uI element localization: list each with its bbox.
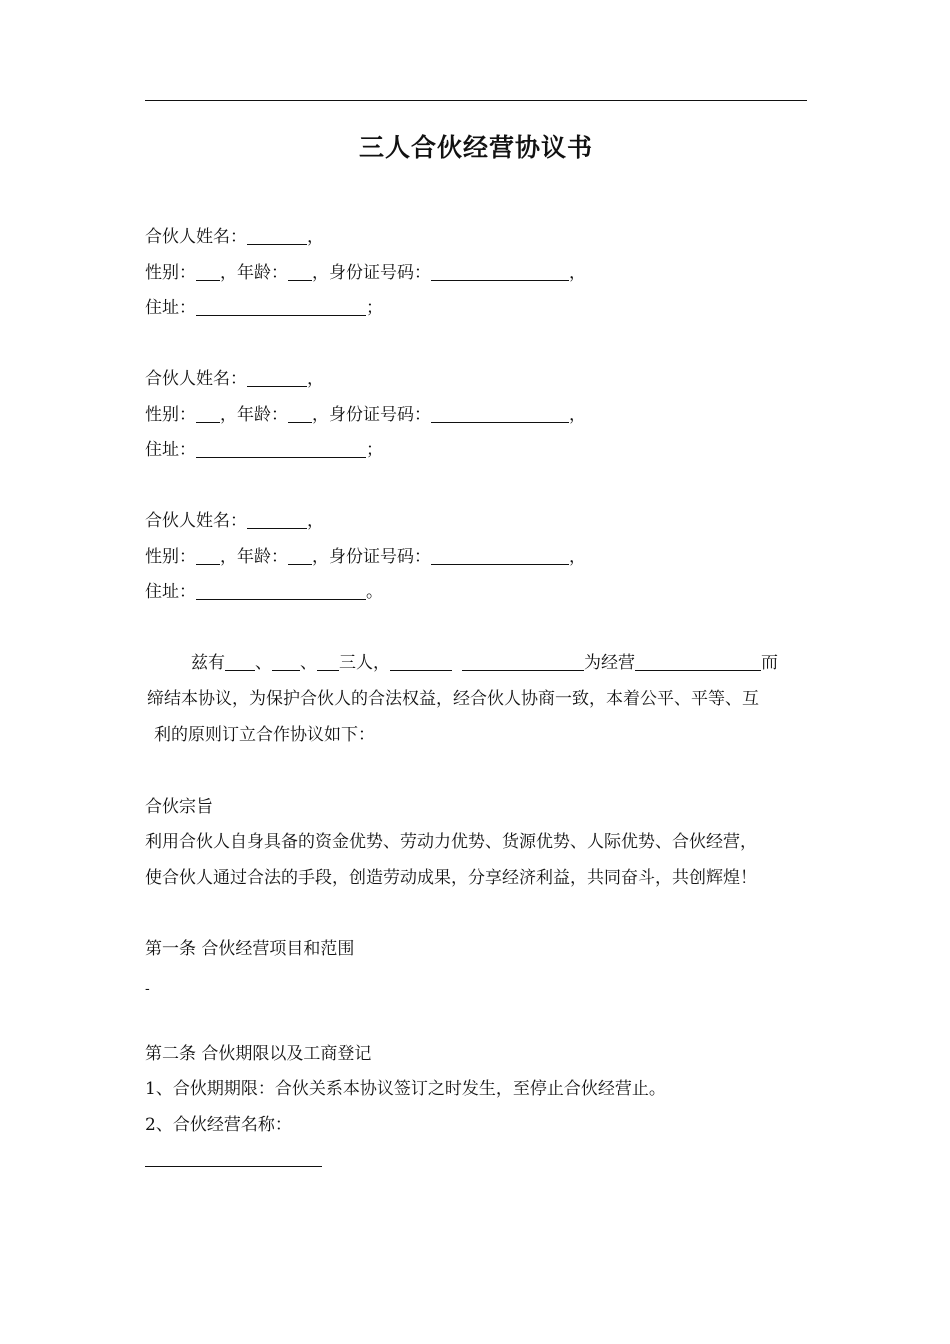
name-blank — [247, 227, 307, 245]
id-label: ，身份证号码： — [312, 405, 431, 425]
intro-name-blank-2 — [272, 653, 300, 671]
gender-label: 性别： — [145, 405, 196, 425]
age-blank — [288, 263, 312, 281]
name-blank — [247, 511, 307, 529]
partner1-name-line: 合伙人姓名： ， — [145, 227, 324, 247]
name-blank — [247, 369, 307, 387]
partner2-address-line: 住址： ； — [145, 440, 383, 460]
id-blank — [431, 547, 569, 565]
intro-line-2: 缔结本协议，为保护合伙人的合法权益，经合伙人协商一致，本着公平、平等、互 — [147, 689, 759, 709]
article2-item-1: 1、合伙期期限：合伙关系本协议签订之时发生，至停止合伙经营止。 — [145, 1079, 666, 1099]
age-blank — [288, 547, 312, 565]
article1-heading: 第一条 合伙经营项目和范围 — [145, 939, 355, 959]
intro-line-1: 兹有 、 、 三人， 为经营 而 — [191, 653, 778, 673]
purpose-line-1: 利用合伙人自身具备的资金优势、劳动力优势、货源优势、人际优势、合伙经营， — [145, 832, 757, 852]
id-blank — [431, 263, 569, 281]
header-rule — [145, 100, 807, 101]
intro-name-blank-3 — [317, 653, 339, 671]
document-title: 三人合伙经营协议书 — [358, 133, 593, 162]
partner2-name-line: 合伙人姓名： ， — [145, 369, 324, 389]
id-label: ，身份证号码： — [312, 547, 431, 567]
partner3-info-line: 性别： ，年龄： ，身份证号码： ， — [145, 547, 586, 567]
gender-blank — [196, 405, 220, 423]
address-label: 住址： — [145, 298, 196, 318]
age-label: ，年龄： — [220, 263, 288, 283]
partner-name-label: 合伙人姓名： — [145, 369, 247, 389]
gender-label: 性别： — [145, 263, 196, 283]
partner-name-label: 合伙人姓名： — [145, 511, 247, 531]
article2-heading: 第二条 合伙期限以及工商登记 — [145, 1044, 372, 1064]
age-label: ，年龄： — [220, 547, 288, 567]
gender-blank — [196, 263, 220, 281]
partner1-address-line: 住址： ； — [145, 298, 383, 318]
article1-dash: - — [145, 981, 150, 997]
age-blank — [288, 405, 312, 423]
age-label: ，年龄： — [220, 405, 288, 425]
gender-label: 性别： — [145, 547, 196, 567]
address-label: 住址： — [145, 582, 196, 602]
article2-item-2: 2、合伙经营名称： — [145, 1115, 292, 1135]
partner2-info-line: 性别： ，年龄： ，身份证号码： ， — [145, 405, 586, 425]
partner-name-label: 合伙人姓名： — [145, 227, 247, 247]
intro-line-3: 利的原则订立合作协议如下： — [154, 725, 375, 745]
purpose-line-2: 使合伙人通过合法的手段，创造劳动成果，分享经济利益，共同奋斗，共创辉煌！ — [145, 868, 757, 888]
purpose-heading: 合伙宗旨 — [145, 797, 213, 817]
business-blank — [635, 653, 761, 671]
intro-blank-4 — [390, 653, 452, 671]
partner3-address-line: 住址： 。 — [145, 582, 383, 602]
id-blank — [431, 405, 569, 423]
address-blank — [196, 440, 366, 458]
gender-blank — [196, 547, 220, 565]
intro-blank-5 — [462, 653, 584, 671]
address-blank — [196, 582, 366, 600]
address-label: 住址： — [145, 440, 196, 460]
partner1-info-line: 性别： ，年龄： ，身份证号码： ， — [145, 263, 586, 283]
intro-name-blank-1 — [225, 653, 255, 671]
address-blank — [196, 298, 366, 316]
id-label: ，身份证号码： — [312, 263, 431, 283]
partner3-name-line: 合伙人姓名： ， — [145, 511, 324, 531]
footnote-rule — [145, 1166, 322, 1167]
